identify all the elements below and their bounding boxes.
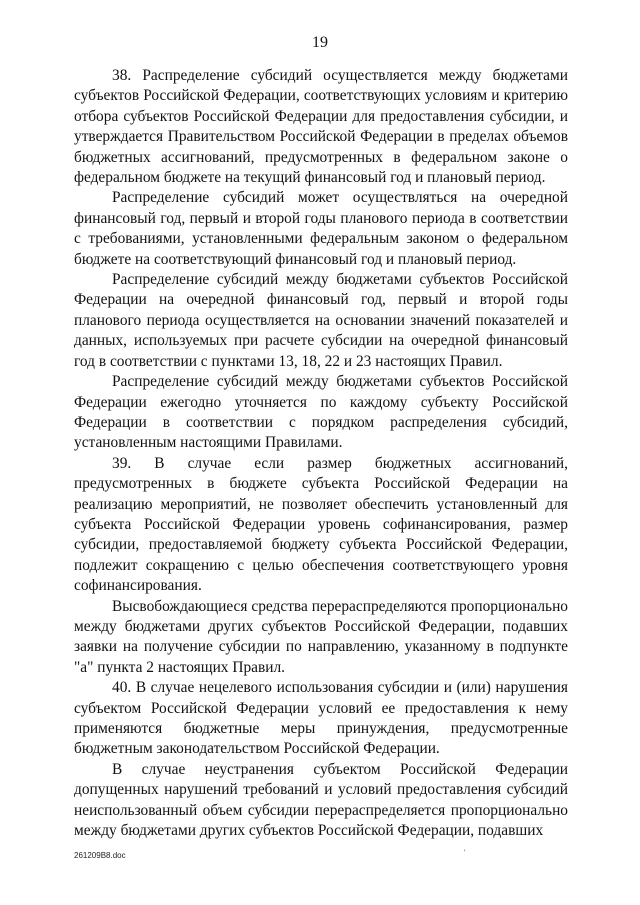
paragraph-39: 39. В случае если размер бюджетных ассигнований, предусмотренных в бюджете субъекта Российской Федерации на реализацию мероприятий, не позволяет обеспечить установленный для субъекта Российской Федерации уровень софинансирования, размер субсидии, предоставляемой бюджету субъекта Российской Федерации, подлежит сокращению с целью обеспечения соответствующего уровня софинансирования. — [74, 454, 568, 595]
footer-mark: ' — [464, 848, 466, 857]
paragraph-40: 40. В случае нецелевого использования субсидии и (или) нарушения субъектом Российской Федерации условий ее предоставления к нему применяются бюджетные меры принуждения, предусмотренные бюджетным законодательством Российской Федерации. — [74, 679, 568, 758]
footer-filename: 261209B8.doc — [74, 851, 126, 860]
paragraph-released-funds: Высвобождающиеся средства перераспределяются пропорционально между бюджетами других субъектов Российской Федерации, подавших заявки на получение субсидии по направлению, указанному в подпункте "а" пункта 2 настоящих Правил. — [74, 597, 568, 676]
paragraph-distribution-annual: Распределение субсидий между бюджетами субъектов Российской Федерации ежегодно уточняется по каждому субъекту Российской Федерации в соответствии с порядком распределения субсидий, установленным настоящими Правилами. — [74, 373, 568, 452]
page-number: 19 — [312, 34, 328, 51]
paragraph-distribution-period: Распределение субсидий может осуществляться на очередной финансовый год, первый и второй годы планового периода в соответствии с требованиями, установленными федеральным законом о федеральном бюджете на соответствующий финансовый год и плановый период. — [74, 189, 568, 268]
paragraph-non-elimination: В случае неустранения субъектом Российской Федерации допущенных нарушений требований и условий предоставления субсидий неиспользованный объем субсидии перераспределяется пропорционально между бюджетами других субъектов Российской Федерации, подавших — [74, 760, 568, 840]
paragraph-distribution-indicators: Распределение субсидий между бюджетами субъектов Российской Федерации на очередной финансовый год, первый и второй годы планового периода осуществляется на основании значений показателей и данных, используемых при расчете субсидии на очередной финансовый год в соответствии с пунктами 13, 18, 22 и 23 настоящих Правил. — [74, 271, 568, 370]
paragraph-38: 38. Распределение субсидий осуществляется между бюджетами субъектов Российской Федерации, соответствующих условиям и критерию отбора субъектов Российской Федерации для предоставления субсидии, и утверждается Правительством Российской Федерации в пределах объемов бюджетных ассигнований, предусмотренных в федеральном законе о федеральном бюджете на текущий финансовый год и плановый период. — [74, 67, 568, 187]
document-body — [74, 66, 568, 841]
